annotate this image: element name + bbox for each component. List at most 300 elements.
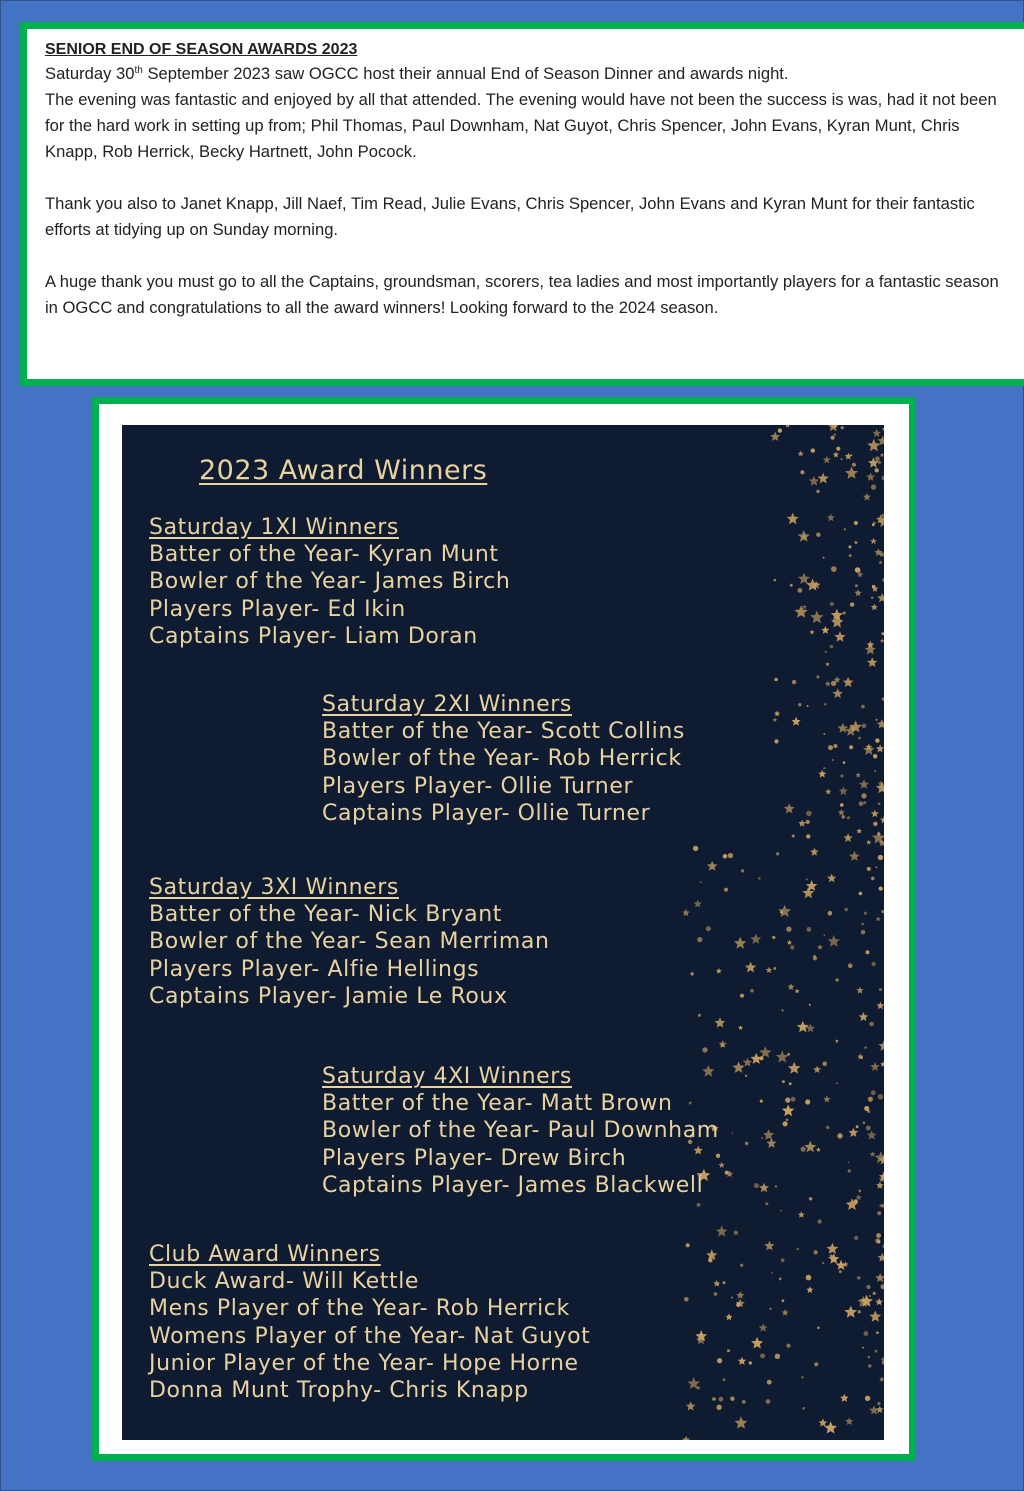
section-heading: Saturday 1XI Winners <box>149 515 399 540</box>
award-line: Captains Player- Jamie Le Roux <box>149 983 508 1009</box>
star-icon <box>880 816 884 823</box>
star-icon <box>795 989 800 994</box>
award-line: Batter of the Year- Kyran Munt <box>149 542 499 568</box>
sparkle-dot <box>686 1243 690 1247</box>
star-icon <box>806 1286 813 1293</box>
intro-paragraph-1 <box>45 61 1009 165</box>
sparkle-dot <box>728 853 733 858</box>
sparkle-dot <box>848 1162 850 1164</box>
star-icon <box>809 476 820 486</box>
star-icon <box>782 1104 795 1116</box>
sparkle-dot <box>833 744 837 748</box>
star-icon <box>848 554 852 558</box>
sparkle-dot <box>823 733 825 735</box>
sparkle-dot <box>837 1133 842 1138</box>
sparkle-dot <box>782 1009 784 1011</box>
star-icon <box>774 710 780 716</box>
sparkle-dot <box>831 681 836 686</box>
sparkle-dot <box>830 645 833 648</box>
sparkle-dot <box>879 1204 882 1207</box>
award-line: Donna Munt Trophy- Chris Knapp <box>149 1378 529 1404</box>
star-icon <box>785 425 791 428</box>
star-icon <box>697 1013 701 1017</box>
star-icon <box>838 809 845 816</box>
star-icon <box>732 1061 744 1073</box>
star-icon <box>859 779 869 788</box>
star-icon <box>870 1062 880 1071</box>
sparkle-dot <box>766 1399 771 1404</box>
star-icon <box>863 493 871 501</box>
sparkle-dot <box>706 926 711 931</box>
star-icon <box>745 962 757 973</box>
star-icon <box>787 940 792 945</box>
sparkle-dot <box>866 1126 871 1131</box>
sparkle-dot <box>823 557 825 559</box>
star-icon <box>813 1066 821 1074</box>
sparkle-dot <box>848 545 851 548</box>
sparkle-dot <box>790 584 793 587</box>
award-line: Players Player- Alfie Hellings <box>149 956 480 982</box>
sparkle-dot <box>800 470 804 474</box>
sparkle-dot <box>855 584 858 587</box>
star-icon <box>735 1416 748 1428</box>
sparkle-dot <box>780 1210 782 1212</box>
star-icon <box>856 828 862 833</box>
star-icon <box>686 1401 696 1410</box>
sparkle-dot <box>806 834 810 838</box>
star-icon <box>819 1418 828 1426</box>
sparkle-dot <box>869 1295 871 1297</box>
intro-box <box>20 22 1024 386</box>
star-icon <box>839 786 848 795</box>
sparkle-dot <box>719 1397 724 1402</box>
star-icon <box>879 1377 884 1382</box>
star-icon <box>806 579 819 591</box>
sparkle-dot <box>716 1405 721 1410</box>
star-icon <box>776 1051 789 1063</box>
star-icon <box>759 1323 768 1331</box>
star-icon <box>798 1211 805 1218</box>
star-icon <box>818 770 826 778</box>
sparkle-dot <box>798 588 803 593</box>
star-icon <box>840 425 845 430</box>
star-icon <box>759 1046 771 1058</box>
sparkle-dot <box>861 705 865 709</box>
star-icon <box>880 1061 884 1067</box>
sparkle-dot <box>854 1199 858 1203</box>
star-icon <box>881 631 884 635</box>
star-icon <box>882 427 884 431</box>
star-icon <box>880 453 884 457</box>
star-icon <box>843 677 854 687</box>
sparkle-dot <box>732 1132 734 1134</box>
star-icon <box>867 1130 877 1139</box>
sparkle-dot <box>873 1292 876 1295</box>
sparkle-dot <box>745 1075 747 1077</box>
sparkle-dot <box>836 447 840 451</box>
award-line: Junior Player of the Year- Hope Horne <box>149 1350 579 1376</box>
star-icon <box>878 560 882 564</box>
sparkle-dot <box>731 1297 733 1299</box>
sparkle-dot <box>877 1211 881 1215</box>
intro-date-sup: th <box>134 65 143 76</box>
sparkle-dot <box>740 1264 743 1267</box>
star-icon <box>866 472 875 481</box>
award-line: Captains Player- Liam Doran <box>149 623 478 649</box>
sparkle-dot <box>723 854 728 859</box>
sparkle-dot <box>864 1046 867 1049</box>
sparkle-dot <box>774 739 778 743</box>
sparkle-dot <box>873 754 877 758</box>
star-icon <box>827 514 835 522</box>
star-icon <box>718 1162 724 1168</box>
sparkle-dot <box>761 1137 763 1139</box>
sparkle-dot <box>760 1353 765 1358</box>
sparkle-dot <box>826 1126 830 1130</box>
star-icon <box>876 916 881 921</box>
star-icon <box>825 681 831 687</box>
star-icon <box>750 1053 762 1064</box>
sparkle-dot <box>774 579 777 582</box>
sparkle-dot <box>839 1270 842 1273</box>
section-3xi <box>149 874 550 1010</box>
star-icon <box>876 744 884 752</box>
star-icon <box>829 601 835 606</box>
sparkle-dot <box>786 1119 789 1122</box>
sparkle-dot <box>843 761 846 764</box>
sparkle-dot <box>850 602 854 606</box>
section-1xi <box>149 514 510 650</box>
star-icon <box>817 945 822 950</box>
star-icon <box>810 630 815 635</box>
sparkle-dot <box>858 1190 861 1193</box>
sparkle-dot <box>771 1272 773 1274</box>
star-icon <box>743 1058 753 1067</box>
sparkle-dot <box>774 678 778 682</box>
star-icon <box>845 1417 853 1425</box>
sparkle-dot <box>882 698 884 701</box>
sparkle-dot <box>875 738 879 742</box>
star-icon <box>827 874 836 883</box>
sparkle-dot <box>848 1169 851 1172</box>
sparkle-dot <box>869 1022 874 1027</box>
star-icon <box>818 473 829 484</box>
star-icon <box>870 538 877 544</box>
star-icon <box>863 744 875 755</box>
sparkle-dot <box>851 727 854 730</box>
sparkle-dot <box>868 1364 872 1368</box>
star-icon <box>738 1025 743 1030</box>
sparkle-dot <box>831 436 835 440</box>
star-icon <box>770 432 780 441</box>
sparkle-dot <box>817 1219 821 1223</box>
award-line: Players Player- Ed Ikin <box>149 596 406 622</box>
sparkle-dot <box>834 433 836 435</box>
sparkle-dot <box>878 855 883 860</box>
sparkle-dot <box>778 428 782 432</box>
sparkle-dot <box>742 1400 746 1404</box>
star-icon <box>833 688 843 698</box>
section-heading: Saturday 3XI Winners <box>149 875 399 900</box>
award-line: Batter of the Year- Matt Brown <box>322 1091 673 1117</box>
star-icon <box>682 909 690 916</box>
star-icon <box>773 717 778 722</box>
sparkle-dot <box>863 1122 866 1125</box>
star-icon <box>856 1194 862 1200</box>
star-icon <box>798 573 810 585</box>
star-icon <box>750 934 761 944</box>
sparkle-dot <box>789 1082 792 1085</box>
award-line: Bowler of the Year- Rob Herrick <box>322 746 682 772</box>
star-icon <box>877 719 884 728</box>
section-heading: Saturday 2XI Winners <box>322 692 572 717</box>
sparkle-dot <box>873 822 878 827</box>
award-line: Mens Player of the Year- Rob Herrick <box>149 1296 570 1322</box>
star-icon <box>872 429 881 437</box>
sparkle-dot <box>844 908 848 912</box>
award-poster <box>122 425 884 1440</box>
sparkle-dot <box>760 1100 763 1103</box>
star-icon <box>802 604 807 609</box>
star-icon <box>859 1012 869 1021</box>
sparkle-dot <box>801 1376 803 1378</box>
sparkle-dot <box>782 1299 785 1302</box>
sparkle-dot <box>877 832 880 835</box>
sparkle-dot <box>849 745 853 749</box>
sparkle-dot <box>801 1147 806 1152</box>
sparkle-dot <box>828 745 833 750</box>
star-icon <box>825 789 831 795</box>
sparkle-dot <box>879 988 882 991</box>
star-icon <box>845 453 853 460</box>
sparkle-dot <box>858 1310 861 1313</box>
sparkle-dot <box>859 801 864 806</box>
sparkle-dot <box>876 1233 881 1238</box>
star-icon <box>874 1349 878 1353</box>
sparkle-dot <box>874 770 876 772</box>
sparkle-dot <box>828 911 833 916</box>
sparkle-dot <box>854 1236 858 1240</box>
star-icon <box>825 662 830 666</box>
sparkle-dot <box>712 1397 716 1401</box>
star-icon <box>810 848 819 856</box>
star-icon <box>798 819 806 826</box>
sparkle-dot <box>813 1250 817 1254</box>
sparkle-dot <box>724 888 728 892</box>
star-icon <box>716 1226 728 1237</box>
sparkle-dot <box>825 651 827 653</box>
star-icon <box>823 456 831 464</box>
sparkle-dot <box>730 1397 734 1401</box>
sparkle-dot <box>848 963 853 968</box>
star-icon <box>876 1406 884 1413</box>
star-icon <box>836 1260 847 1270</box>
section-heading: Club Award Winners <box>149 1242 381 1267</box>
sparkle-dot <box>684 1297 689 1302</box>
star-icon <box>797 1021 809 1033</box>
star-icon <box>828 935 840 947</box>
sparkle-dot <box>717 1358 722 1363</box>
star-icon <box>855 772 861 777</box>
star-icon <box>694 900 702 908</box>
star-icon <box>845 467 858 479</box>
sparkle-dot <box>876 867 878 869</box>
star-icon <box>713 1280 720 1287</box>
sparkle-dot <box>878 803 880 805</box>
star-icon <box>849 1128 859 1137</box>
sparkle-dot <box>873 522 876 525</box>
award-line: Bowler of the Year- James Birch <box>149 569 511 595</box>
star-icon <box>816 1147 821 1152</box>
star-icon <box>778 905 791 917</box>
sparkle-dot <box>697 937 702 942</box>
star-icon <box>733 1230 739 1236</box>
sparkle-dot <box>817 1327 820 1330</box>
sparkle-dot <box>866 950 870 954</box>
sparkle-dot <box>805 1099 810 1104</box>
sparkle-dot <box>702 1047 707 1052</box>
sparkle-dot <box>772 936 775 939</box>
award-line: Bowler of the Year- Sean Merriman <box>149 929 550 955</box>
sparkle-dot <box>758 877 761 880</box>
sparkle-dot <box>875 1238 880 1243</box>
sparkle-dot <box>783 1121 788 1126</box>
star-icon <box>824 1421 837 1433</box>
star-icon <box>823 1096 830 1103</box>
sparkle-dot <box>864 1106 869 1111</box>
star-icon <box>867 439 880 452</box>
star-icon <box>791 717 800 726</box>
sparkle-dot <box>693 846 698 851</box>
star-icon <box>858 736 862 740</box>
star-icon <box>827 1243 839 1254</box>
sparkle-dot <box>863 801 866 804</box>
sparkle-dot <box>823 767 825 769</box>
sparkle-dot <box>832 759 834 761</box>
star-icon <box>715 1017 726 1027</box>
sparkle-dot <box>877 1402 880 1405</box>
sparkle-dot <box>868 1097 873 1102</box>
star-icon <box>804 1141 816 1153</box>
star-icon <box>842 611 846 615</box>
sparkle-dot <box>806 820 810 824</box>
star-icon <box>831 616 843 628</box>
sparkle-dot <box>871 484 876 489</box>
sparkle-dot <box>809 1004 811 1006</box>
star-icon <box>744 1141 749 1146</box>
sparkle-dot <box>875 719 877 721</box>
intro-paragraph-2: Thank you also to Janet Knapp, Jill Naef, Tim Read, Julie Evans, Chris Spencer, John Evans and Kyran Munt for their fantastic efforts at tidying up on Sunday morning. <box>45 194 975 239</box>
star-icon <box>798 451 804 457</box>
star-icon <box>787 983 794 990</box>
intro-title: SENIOR END OF SEASON AWARDS 2023 <box>45 41 358 58</box>
award-line: Womens Player of the Year- Nat Guyot <box>149 1323 591 1349</box>
star-icon <box>696 1202 702 1207</box>
star-icon <box>707 861 718 871</box>
sparkle-dot <box>875 468 879 472</box>
star-icon <box>854 540 858 544</box>
sparkle-dot <box>881 910 884 913</box>
sparkle-dot <box>844 528 846 530</box>
intro-paragraph-3: A huge thank you must go to all the Captains, groundsman, scorers, tea ladies and most importantly players for a fantastic season in OGCC and congratulations to all the award winners! Looking forward to the 2024 season. <box>45 272 999 317</box>
star-icon <box>736 1291 744 1299</box>
sparkle-dot <box>871 597 873 599</box>
award-line: Players Player- Drew Birch <box>322 1145 627 1171</box>
star-icon <box>682 1436 690 1440</box>
sparkle-dot <box>750 989 754 993</box>
award-line: Bowler of the Year- Paul Downham <box>322 1118 719 1144</box>
sparkle-dot <box>741 869 744 872</box>
star-icon <box>766 1138 776 1148</box>
section-club-awards <box>149 1241 590 1404</box>
sparkle-dot <box>792 680 796 684</box>
star-icon <box>787 513 799 525</box>
sparkle-dot <box>861 923 864 926</box>
intro-date-pre: Saturday 30 <box>45 64 135 83</box>
sparkle-dot <box>775 1354 780 1359</box>
sparkle-dot <box>836 978 839 981</box>
star-icon <box>877 593 884 602</box>
sparkle-dot <box>775 1185 777 1187</box>
star-icon <box>725 1313 732 1320</box>
sparkle-dot <box>861 930 866 935</box>
sparkle-dot <box>806 811 812 817</box>
star-icon <box>828 1253 839 1264</box>
star-icon <box>861 722 868 728</box>
star-icon <box>734 937 747 949</box>
sparkle-dot <box>864 1331 869 1336</box>
star-icon <box>837 723 848 733</box>
award-line: Captains Player- Ollie Turner <box>322 800 651 826</box>
sparkle-dot <box>792 835 795 838</box>
sparkle-dot <box>806 879 808 881</box>
star-icon <box>840 1394 849 1402</box>
sparkle-dot <box>798 703 801 706</box>
star-icon <box>854 589 861 596</box>
sparkle-dot <box>882 578 884 581</box>
star-icon <box>869 1311 881 1322</box>
sparkle-dot <box>690 972 693 975</box>
sparkle-dot <box>872 962 876 966</box>
sparkle-dot <box>871 1090 876 1095</box>
sparkle-dot <box>776 852 779 855</box>
sparkle-dot <box>856 1125 859 1128</box>
sparkle-dot <box>802 535 805 538</box>
star-icon <box>834 631 845 642</box>
sparkle-dot <box>854 521 858 525</box>
star-icon <box>763 1129 774 1140</box>
sparkle-dot <box>779 1278 782 1281</box>
sparkle-dot <box>802 1407 805 1410</box>
sparkle-dot <box>782 1080 785 1083</box>
star-icon <box>880 638 884 642</box>
poster-frame <box>92 397 916 1461</box>
sparkle-dot <box>723 1281 726 1284</box>
sparkle-dot <box>822 1062 827 1067</box>
award-line: Captains Player- James Blackwell <box>322 1172 704 1198</box>
sparkle-dot <box>816 675 819 678</box>
award-line: Duck Award- Will Kettle <box>149 1269 420 1295</box>
section-2xi <box>322 691 685 827</box>
sparkle-dot <box>773 967 776 970</box>
sparkle-dot <box>754 1183 759 1188</box>
sparkle-dot <box>723 1378 726 1381</box>
sparkle-dot <box>841 458 843 460</box>
star-icon <box>844 833 853 842</box>
sparkle-dot <box>822 1262 824 1264</box>
star-icon <box>869 1405 879 1414</box>
sparkle-dot <box>811 448 815 452</box>
